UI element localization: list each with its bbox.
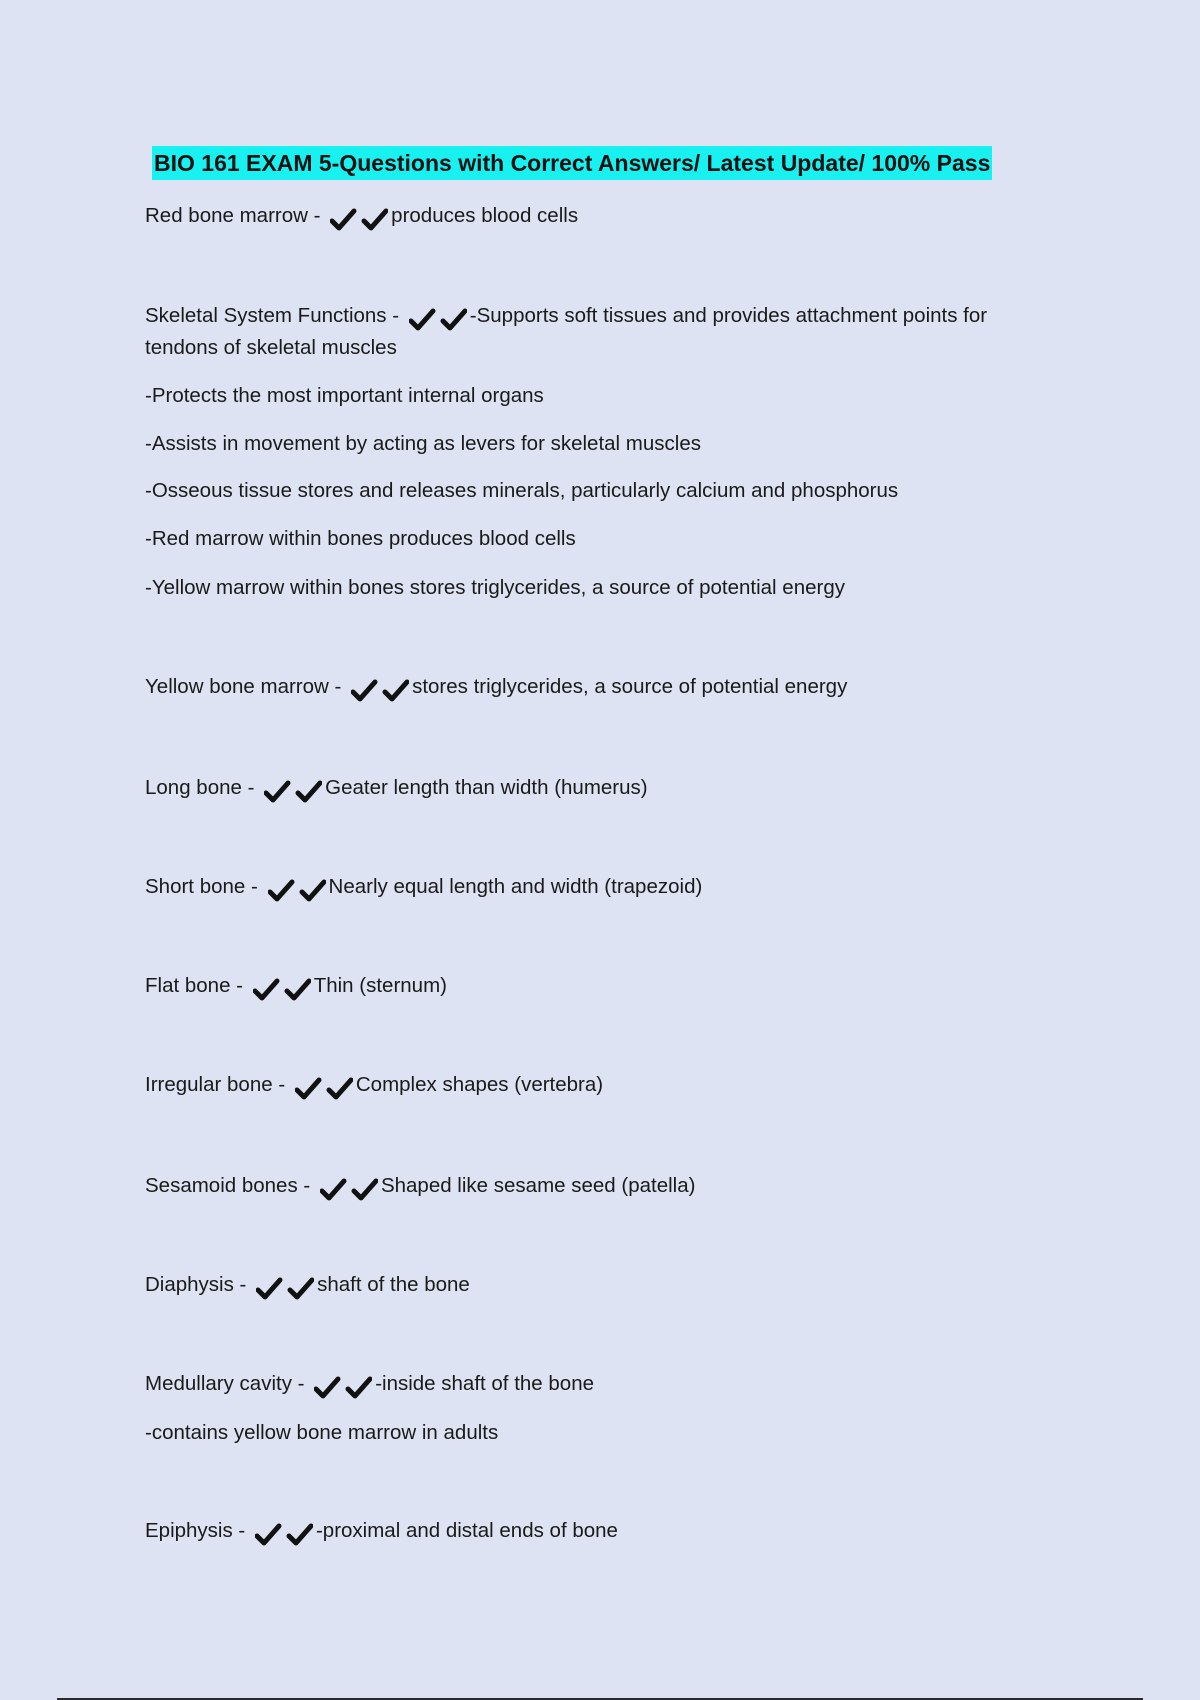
entry-term: Red bone marrow -: [145, 204, 327, 227]
entry-term: Yellow bone marrow -: [145, 675, 348, 698]
entry-term: Diaphysis -: [145, 1273, 253, 1296]
double-check-icon: [255, 1518, 313, 1550]
entry-term: Skeletal System Functions -: [145, 304, 405, 327]
entry-answer: -proximal and distal ends of bone: [315, 1519, 618, 1542]
entry-answer: stores triglycerides, a source of potential energy: [412, 675, 848, 698]
title-container: [152, 146, 992, 180]
entry-irregular-bone: [145, 1069, 1060, 1104]
entry-detail-line: -contains yellow bone marrow in adults: [145, 1421, 499, 1444]
double-check-icon: [256, 1272, 314, 1304]
document-title: BIO 161 EXAM 5-Questions with Correct Answers/ Latest Update/ 100% Pass: [152, 146, 992, 180]
entry-skeletal-system-functions: [145, 300, 1060, 335]
double-check-icon: [351, 674, 409, 706]
entry-medullary-cavity: [145, 1368, 1060, 1403]
entry-answer: shaft of the bone: [317, 1273, 470, 1296]
entry-answer: -inside shaft of the bone: [375, 1372, 595, 1395]
double-check-icon: [330, 203, 388, 235]
entry-answer: Thin (sternum): [313, 974, 447, 997]
double-check-icon: [314, 1371, 372, 1403]
entry-epiphysis: [145, 1515, 1060, 1550]
entry-long-bone: [145, 772, 1060, 807]
entry-answer: produces blood cells: [391, 204, 579, 227]
entry-term: Flat bone -: [145, 974, 249, 997]
entry-term: Short bone -: [145, 875, 264, 898]
entry-detail-line: -Red marrow within bones produces blood cells: [145, 527, 576, 550]
entry-detail-line: -Osseous tissue stores and releases minerals, particularly calcium and phosphorus: [145, 479, 899, 502]
entry-term: Long bone -: [145, 776, 261, 799]
entry-answer: Geater length than width (humerus): [325, 776, 648, 799]
entry-detail-line: -Assists in movement by acting as levers for skeletal muscles: [145, 432, 701, 455]
double-check-icon: [320, 1173, 378, 1205]
double-check-icon: [264, 775, 322, 807]
entry-detail-line: -Yellow marrow within bones stores triglycerides, a source of potential energy: [145, 576, 845, 599]
entry-answer: Complex shapes (vertebra): [355, 1073, 604, 1096]
entry-term: Irregular bone -: [145, 1073, 291, 1096]
entry-detail-line: -Protects the most important internal organs: [145, 384, 544, 407]
entry-term: Medullary cavity -: [145, 1372, 311, 1395]
entry-short-bone: [145, 871, 1060, 906]
entry-answer: Nearly equal length and width (trapezoid): [328, 875, 703, 898]
entry-term: Sesamoid bones -: [145, 1174, 316, 1197]
entry-diaphysis: [145, 1269, 1060, 1304]
entry-term: Epiphysis -: [145, 1519, 251, 1542]
entry-answer: -Supports soft tissues and provides attachment points for: [469, 304, 988, 327]
entry-answer: Shaped like sesame seed (patella): [380, 1174, 696, 1197]
entry-sesamoid-bones: [145, 1170, 1060, 1205]
double-check-icon: [295, 1072, 353, 1104]
entry-yellow-bone-marrow: [145, 671, 1060, 706]
double-check-icon: [268, 874, 326, 906]
entry-flat-bone: [145, 970, 1060, 1005]
double-check-icon: [253, 973, 311, 1005]
entry-continuation: tendons of skeletal muscles: [145, 336, 397, 359]
double-check-icon: [409, 303, 467, 335]
entry-red-bone-marrow: [145, 200, 1060, 235]
